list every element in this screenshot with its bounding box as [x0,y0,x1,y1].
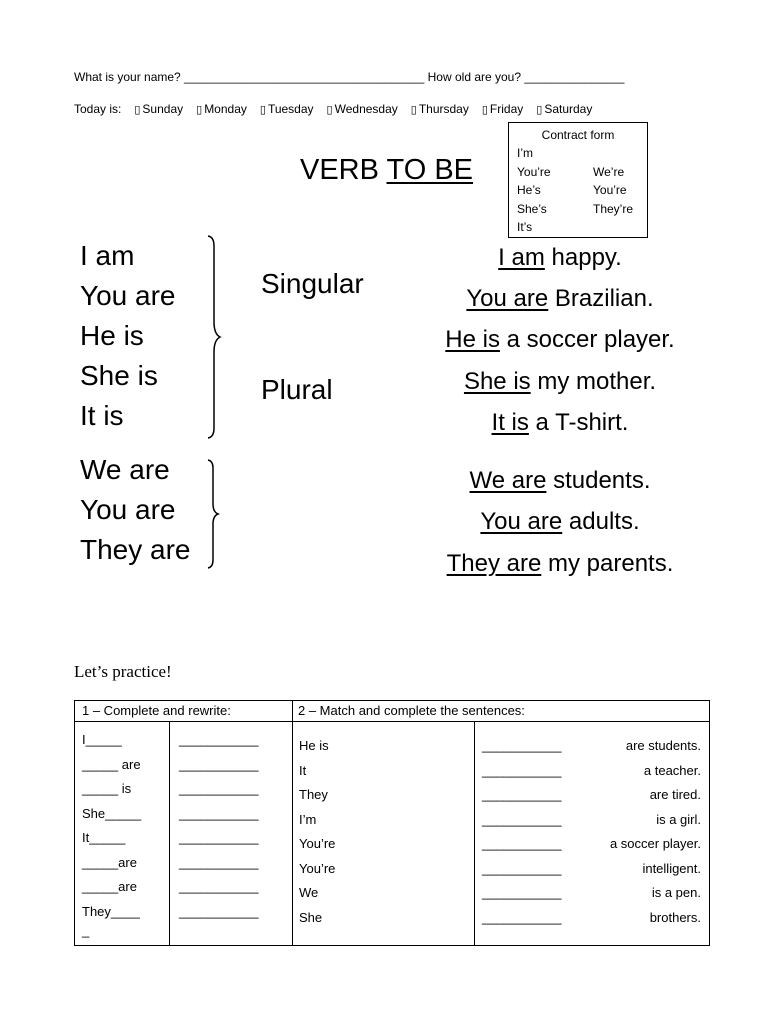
day-wednesday[interactable] [327,102,398,116]
pronoun-item: He is [80,320,144,351]
list-item: a teacher. [643,762,701,778]
title-text: VERB [300,154,387,186]
example-sentence [380,467,740,495]
exercise-1-prompts [82,728,141,938]
exercise-2-blanks [482,734,562,930]
day-label: Friday [489,102,524,116]
exercise-1-header: 1 – Complete and rewrite: [82,703,231,718]
blank-line[interactable]: ___________ [179,854,259,870]
practice-title: Let’s practice! [74,662,172,681]
example-verb: You are [466,285,549,312]
table-divider [169,721,170,945]
today-is-line [74,102,592,116]
example-rest: happy. [544,244,622,271]
list-item: a soccer player. [609,836,701,851]
checkbox-icon: ▯ [536,103,543,116]
list-item: brothers. [649,909,701,925]
example-verb: I am [498,244,545,271]
list-item: are tired. [649,787,701,802]
checkbox-icon: ▯ [196,103,203,116]
blank-line[interactable]: ___________ [179,879,259,894]
list-item: is a pen. [651,885,701,900]
example-rest: Brazilian. [548,285,654,312]
example-sentence [380,285,740,313]
today-label: Today is: [74,102,122,116]
checkbox-icon: ▯ [410,103,417,116]
example-verb: They are [446,550,542,577]
list-item: You’re [299,860,336,876]
example-sentence [380,508,740,536]
pronoun-item: They are [80,534,191,565]
example-rest: a T-shirt. [528,409,629,436]
example-verb: He is [445,326,500,353]
plural-pronouns [80,450,191,570]
blank-line[interactable]: ___________ [482,885,562,900]
table-divider [292,701,293,945]
list-item: is a girl. [656,811,701,827]
example-verb: She is [463,368,531,395]
list-item[interactable]: It_____ [82,830,126,845]
example-sentence [380,326,740,354]
list-item[interactable]: _____are [82,879,137,894]
contract-item: You’re [593,183,627,197]
page-title [300,154,473,187]
blank-line[interactable]: ___________ [179,781,259,796]
title-underlined: TO BE [386,154,474,186]
example-verb: We are [469,467,547,494]
list-item: It [299,762,307,778]
list-item: I’m [299,811,317,827]
exercise-2-header: 2 – Match and complete the sentences: [298,703,525,718]
example-sentence [380,244,740,272]
example-sentence [380,550,740,578]
list-item: He is [299,738,329,753]
blank-line[interactable]: ___________ [482,762,562,778]
list-item[interactable]: _____are [82,854,137,870]
list-item[interactable]: _____ are [82,756,141,772]
pronoun-item: It is [80,400,124,431]
day-friday[interactable] [482,102,523,116]
list-item: You’re [299,836,336,851]
contract-item: I’m [517,146,533,160]
blank-line[interactable]: ___________ [179,830,259,845]
example-rest: my mother. [530,368,657,395]
contract-item: We’re [593,165,625,179]
day-label: Thursday [418,102,469,116]
list-item: We [299,885,319,900]
pronoun-item: You are [80,494,176,525]
table-divider [474,721,475,945]
pronoun-item: You are [80,280,176,311]
exercise-2-endings [610,734,701,930]
checkbox-icon: ▯ [134,103,141,116]
blank-line[interactable]: ___________ [482,811,562,827]
checkbox-icon: ▯ [481,103,488,116]
exercise-2-subjects [299,734,335,930]
day-tuesday[interactable] [260,102,314,116]
plural-label: Plural [261,374,333,405]
example-rest: a soccer player. [499,326,675,353]
blank-line[interactable]: ___________ [482,787,562,802]
day-label: Monday [204,102,247,116]
exercise-1-answers [179,728,259,924]
contract-item: She’s [517,202,547,216]
day-label: Tuesday [267,102,314,116]
contract-item: He’s [517,183,541,197]
pronoun-item: I am [80,240,135,271]
contract-item: It’s [517,220,533,234]
brace-singular-icon [200,234,224,440]
contract-form-box [508,122,648,238]
checkbox-icon: ▯ [259,103,266,116]
blank-line[interactable]: ___________ [482,909,562,925]
example-rest: adults. [562,508,640,535]
blank-line[interactable]: ___________ [179,756,259,772]
contract-item: You’re [517,165,551,179]
singular-pronouns [80,236,176,436]
list-item[interactable]: _____ is [82,781,132,796]
brace-plural-icon [202,458,222,570]
example-verb: You are [480,508,563,535]
pronoun-item: She is [80,360,158,391]
day-saturday[interactable] [536,102,592,116]
exercise-table [74,700,710,946]
blank-line[interactable]: ___________ [179,903,259,919]
day-sunday[interactable] [134,102,183,116]
blank-line[interactable]: ___________ [179,732,259,747]
day-label: Sunday [142,102,184,116]
day-label: Saturday [544,102,593,116]
checkbox-icon: ▯ [326,103,333,116]
blank-line[interactable]: ___________ [179,805,259,821]
table-divider [75,721,709,722]
list-item[interactable]: _ [82,923,90,938]
contract-form-title: Contract form [541,128,615,142]
pronoun-item: We are [80,454,170,485]
list-item: They [299,787,328,802]
day-monday[interactable] [196,102,247,116]
blank-line[interactable]: ___________ [482,836,562,851]
list-item: intelligent. [642,860,701,876]
list-item: She [299,909,323,925]
blank-line[interactable]: ___________ [482,860,562,876]
example-sentence [380,368,740,396]
blank-line[interactable]: ___________ [482,738,562,753]
example-sentence [380,409,740,437]
day-thursday[interactable] [411,102,469,116]
contract-item: They’re [593,202,634,216]
example-rest: my parents. [541,550,674,577]
list-item[interactable]: I_____ [82,732,122,747]
list-item[interactable]: They____ [82,903,140,919]
list-item: are students. [625,738,701,753]
day-label: Wednesday [334,102,398,116]
name-age-line: What is your name? ____________________________________ How old are you? _______________ [74,70,625,84]
example-rest: students. [546,467,651,494]
example-verb: It is [491,409,529,436]
list-item[interactable]: She_____ [82,805,142,821]
singular-label: Singular [261,268,364,299]
